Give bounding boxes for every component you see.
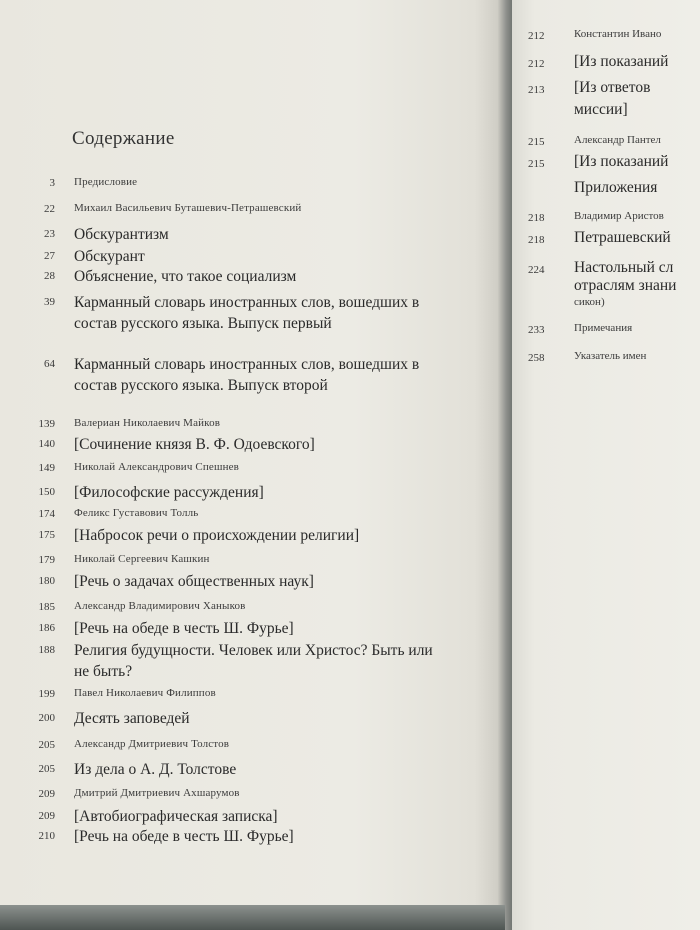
page-number: 205 xyxy=(38,763,55,775)
page-number: 180 xyxy=(38,575,55,587)
author-name: Константин Ивано xyxy=(574,28,662,40)
page-number: 3 xyxy=(49,177,55,189)
work-title: Десять заповедей xyxy=(74,710,190,727)
author-name: Предисловие xyxy=(74,176,138,188)
work-title: [Из показаний xyxy=(574,53,669,70)
page-number: 212 xyxy=(528,58,545,70)
page-bottom-edge xyxy=(0,905,505,930)
page-number: 27 xyxy=(44,250,55,262)
page-number: 212 xyxy=(528,30,545,42)
page-number: 224 xyxy=(528,264,545,276)
page-number: 200 xyxy=(38,712,55,724)
page-number: 22 xyxy=(44,203,55,215)
author-name: Николай Александрович Спешнев xyxy=(74,461,239,473)
contents-title: Содержание xyxy=(72,128,175,149)
work-title: [Философские рассуждения] xyxy=(74,484,264,501)
page-number: 209 xyxy=(38,810,55,822)
work-title: [Набросок речи о происхождении религии] xyxy=(74,527,360,544)
author-name: Валериан Николаевич Майков xyxy=(74,417,221,429)
work-title: Из дела о А. Д. Толстове xyxy=(74,761,237,778)
page-number: 150 xyxy=(38,486,55,498)
page-number: 179 xyxy=(38,554,55,566)
page-number: 39 xyxy=(44,296,55,308)
page-number: 210 xyxy=(38,830,55,842)
work-title: [Речь о задачах общественных наук] xyxy=(74,573,314,590)
work-title: [Автобиографическая записка] xyxy=(74,808,278,825)
work-title: Карманный словарь иностранных слов, вошедших в состав русского языка. Выпуск второй xyxy=(74,356,420,394)
page-number: 213 xyxy=(528,84,545,96)
page-number: 140 xyxy=(38,438,55,450)
page-number: 188 xyxy=(38,644,55,656)
work-title: [Речь на обеде в честь Ш. Фурье] xyxy=(74,620,294,637)
page-number: 258 xyxy=(528,352,545,364)
work-title: [Из показаний xyxy=(574,153,669,170)
page-number: 28 xyxy=(44,270,55,282)
work-title: Обскурантизм xyxy=(74,226,169,243)
author-name: Павел Николаевич Филиппов xyxy=(74,687,216,699)
author-name: Владимир Аристов xyxy=(574,210,664,222)
author-name: Александр Дмитриевич Толстов xyxy=(74,738,230,750)
page-number: 218 xyxy=(528,234,545,246)
author-name: Феликс Густавович Толль xyxy=(74,507,199,519)
page-number: 215 xyxy=(528,158,545,170)
page-number: 215 xyxy=(528,136,545,148)
author-name: Александр Владимирович Ханыков xyxy=(74,600,246,612)
page-number: 149 xyxy=(38,462,55,474)
page-number: 218 xyxy=(528,212,545,224)
author-name: Михаил Васильевич Буташевич-Петрашевский xyxy=(74,202,302,214)
work-title: отраслям знани xyxy=(574,277,677,294)
author-name: Николай Сергеевич Кашкин xyxy=(74,553,210,565)
author-name: Александр Пантел xyxy=(574,134,661,146)
work-title: Приложения xyxy=(574,179,658,196)
work-title: Карманный словарь иностранных слов, вошедших в состав русского языка. Выпуск первый xyxy=(74,294,420,332)
author-name: Указатель имен xyxy=(574,350,647,362)
page-number: 185 xyxy=(38,601,55,613)
page-number: 175 xyxy=(38,529,55,541)
work-title: Петрашевский xyxy=(574,229,671,246)
author-name: Примечания xyxy=(574,322,633,334)
work-title: Настольный сл xyxy=(574,259,674,276)
work-title: Обскурант xyxy=(74,248,145,265)
page-number: 209 xyxy=(38,788,55,800)
work-title: миссии] xyxy=(574,101,628,118)
work-title: [Сочинение князя В. Ф. Одоевского] xyxy=(74,436,315,453)
page-number: 186 xyxy=(38,622,55,634)
page-number: 23 xyxy=(44,228,55,240)
page-number: 139 xyxy=(38,418,55,430)
work-title: Религия будущности. Человек или Христос? Быть или не быть? xyxy=(74,642,433,680)
page-number: 64 xyxy=(44,358,55,370)
author-name: Дмитрий Дмитриевич Ахшарумов xyxy=(74,787,240,799)
work-title: [Речь на обеде в честь Ш. Фурье] xyxy=(74,828,294,845)
work-title: сикон) xyxy=(574,296,605,308)
page-number: 233 xyxy=(528,324,545,336)
work-title: Объяснение, что такое социализм xyxy=(74,268,297,285)
work-title: [Из ответов xyxy=(574,79,651,96)
page-number: 205 xyxy=(38,739,55,751)
page-number: 174 xyxy=(38,508,55,520)
page-number: 199 xyxy=(38,688,55,700)
